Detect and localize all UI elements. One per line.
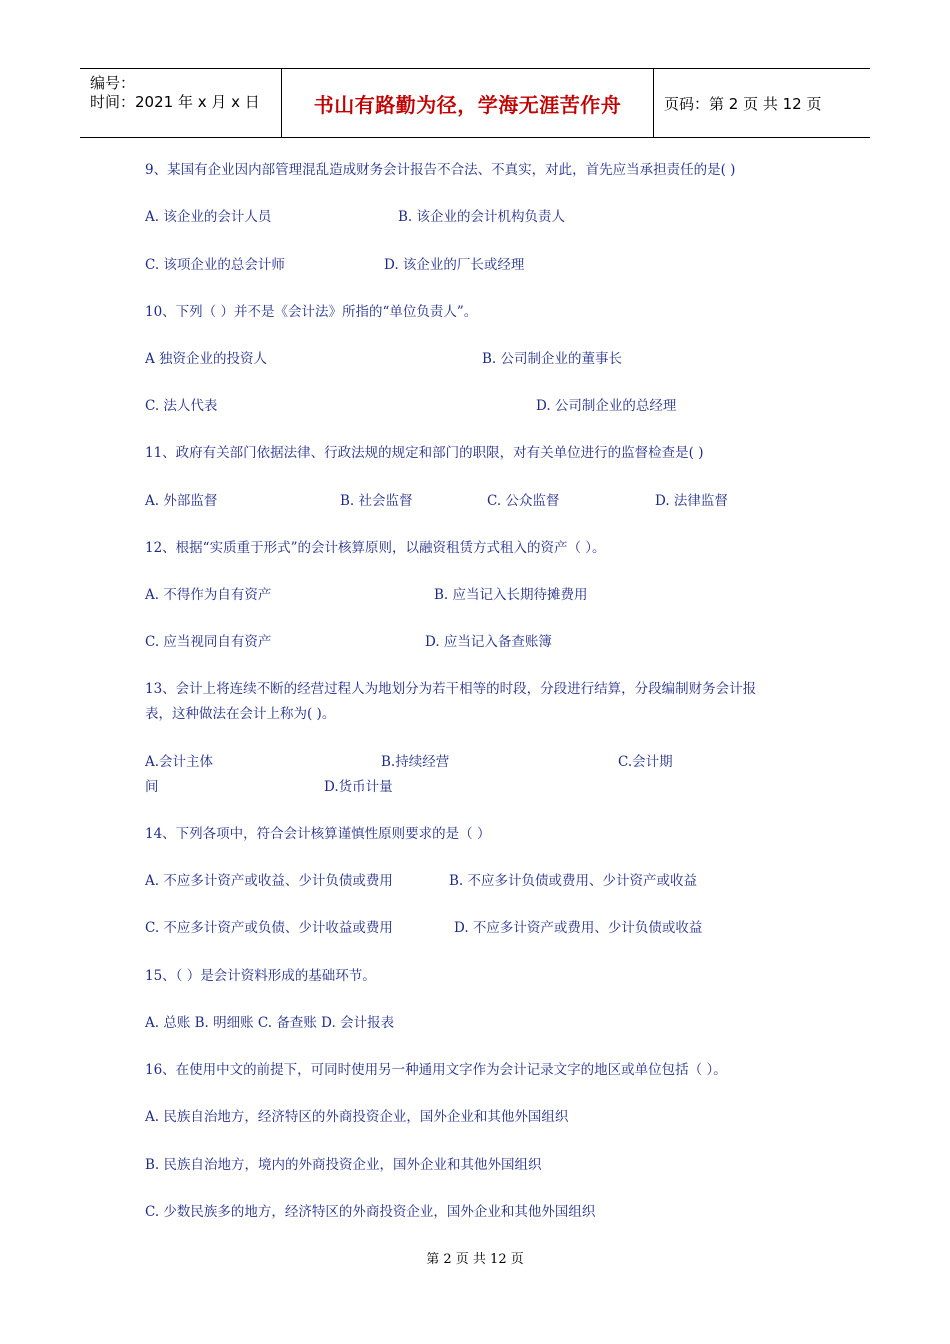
option-16-b: B. 民族自治地方，境内的外商投资企业，国外企业和其他外国组织 (145, 1157, 542, 1173)
option-13-d: D.货币计量 (324, 779, 393, 795)
option-12-d: D. 应当记入备查账簿 (425, 634, 552, 650)
option-10-b: B. 公司制企业的董事长 (482, 351, 623, 367)
option-12-b: B. 应当记入长期待摊费用 (434, 587, 588, 603)
option-10-c: C. 法人代表 (145, 398, 218, 414)
option-10-d: D. 公司制企业的总经理 (536, 398, 677, 414)
option-14-b: B. 不应多计负债或费用、少计资产或收益 (449, 873, 698, 889)
question-16: 16、在使用中文的前提下，可同时使用另一种通用文字作为会计记录文字的地区或单位包括（ ）。 (145, 1062, 727, 1078)
option-14-c: C. 不应多计资产或负债、少计收益或费用 (145, 920, 393, 936)
option-13-c-wrap: 间 (145, 779, 159, 795)
option-13-c: C.会计期 (618, 754, 673, 770)
header-id-label: 编号： (90, 74, 136, 92)
option-9-a: A. 该企业的会计人员 (145, 209, 272, 225)
question-12: 12、根据“实质重于形式”的会计核算原则，以融资租赁方式租入的资产（ ）。 (145, 540, 606, 556)
question-13-line-2: 表，这种做法在会计上称为( )。 (145, 706, 336, 722)
options-15: A. 总账 B. 明细账 C. 备查账 D. 会计报表 (145, 1015, 395, 1031)
option-11-c: C. 公众监督 (487, 493, 560, 509)
option-9-c: C. 该项企业的总会计师 (145, 257, 285, 273)
question-9: 9、某国有企业因内部管理混乱造成财务会计报告不合法、不真实，对此，首先应当承担责任的是( ) (145, 162, 736, 178)
question-11: 11、政府有关部门依据法律、行政法规的规定和部门的职限，对有关单位进行的监督检查是( ) (145, 445, 704, 461)
option-11-a: A. 外部监督 (145, 493, 218, 509)
option-14-d: D. 不应多计资产或费用、少计负债或收益 (454, 920, 703, 936)
option-12-c: C. 应当视同自有资产 (145, 634, 272, 650)
page-header (80, 68, 870, 138)
option-11-d: D. 法律监督 (655, 493, 728, 509)
option-12-a: A. 不得作为自有资产 (145, 587, 272, 603)
option-11-b: B. 社会监督 (340, 493, 413, 509)
header-page-info: 页码：第 2 页 共 12 页 (664, 94, 822, 113)
page-footer: 第 2 页 共 12 页 (426, 1252, 524, 1267)
header-page-cell (654, 69, 870, 137)
header-date-label: 时间：2021 年 x 月 x 日 (90, 93, 260, 111)
header-meta-cell (80, 69, 282, 137)
option-10-a: A 独资企业的投资人 (145, 351, 268, 367)
option-9-d: D. 该企业的厂长或经理 (384, 257, 525, 273)
option-16-c: C. 少数民族多的地方，经济特区的外商投资企业，国外企业和其他外国组织 (145, 1204, 596, 1220)
header-motto-cell (282, 69, 654, 137)
option-13-a: A.会计主体 (145, 754, 214, 770)
header-motto: 书山有路勤为径，学海无涯苦作舟 (313, 92, 622, 117)
option-16-a: A. 民族自治地方，经济特区的外商投资企业，国外企业和其他外国组织 (145, 1109, 569, 1125)
question-15: 15、（ ）是会计资料形成的基础环节。 (145, 968, 376, 984)
question-13-line-1: 13、会计上将连续不断的经营过程人为地划分为若干相等的时段，分段进行结算，分段编制财务会计报 (145, 681, 757, 697)
option-9-b: B. 该企业的会计机构负责人 (398, 209, 566, 225)
question-10: 10、下列（ ）并不是《会计法》所指的“单位负责人”。 (145, 304, 478, 320)
question-14: 14、下列各项中，符合会计核算谨慎性原则要求的是（ ） (145, 826, 491, 842)
option-14-a: A. 不应多计资产或收益、少计负债或费用 (145, 873, 393, 889)
option-13-b: B.持续经营 (381, 754, 450, 770)
